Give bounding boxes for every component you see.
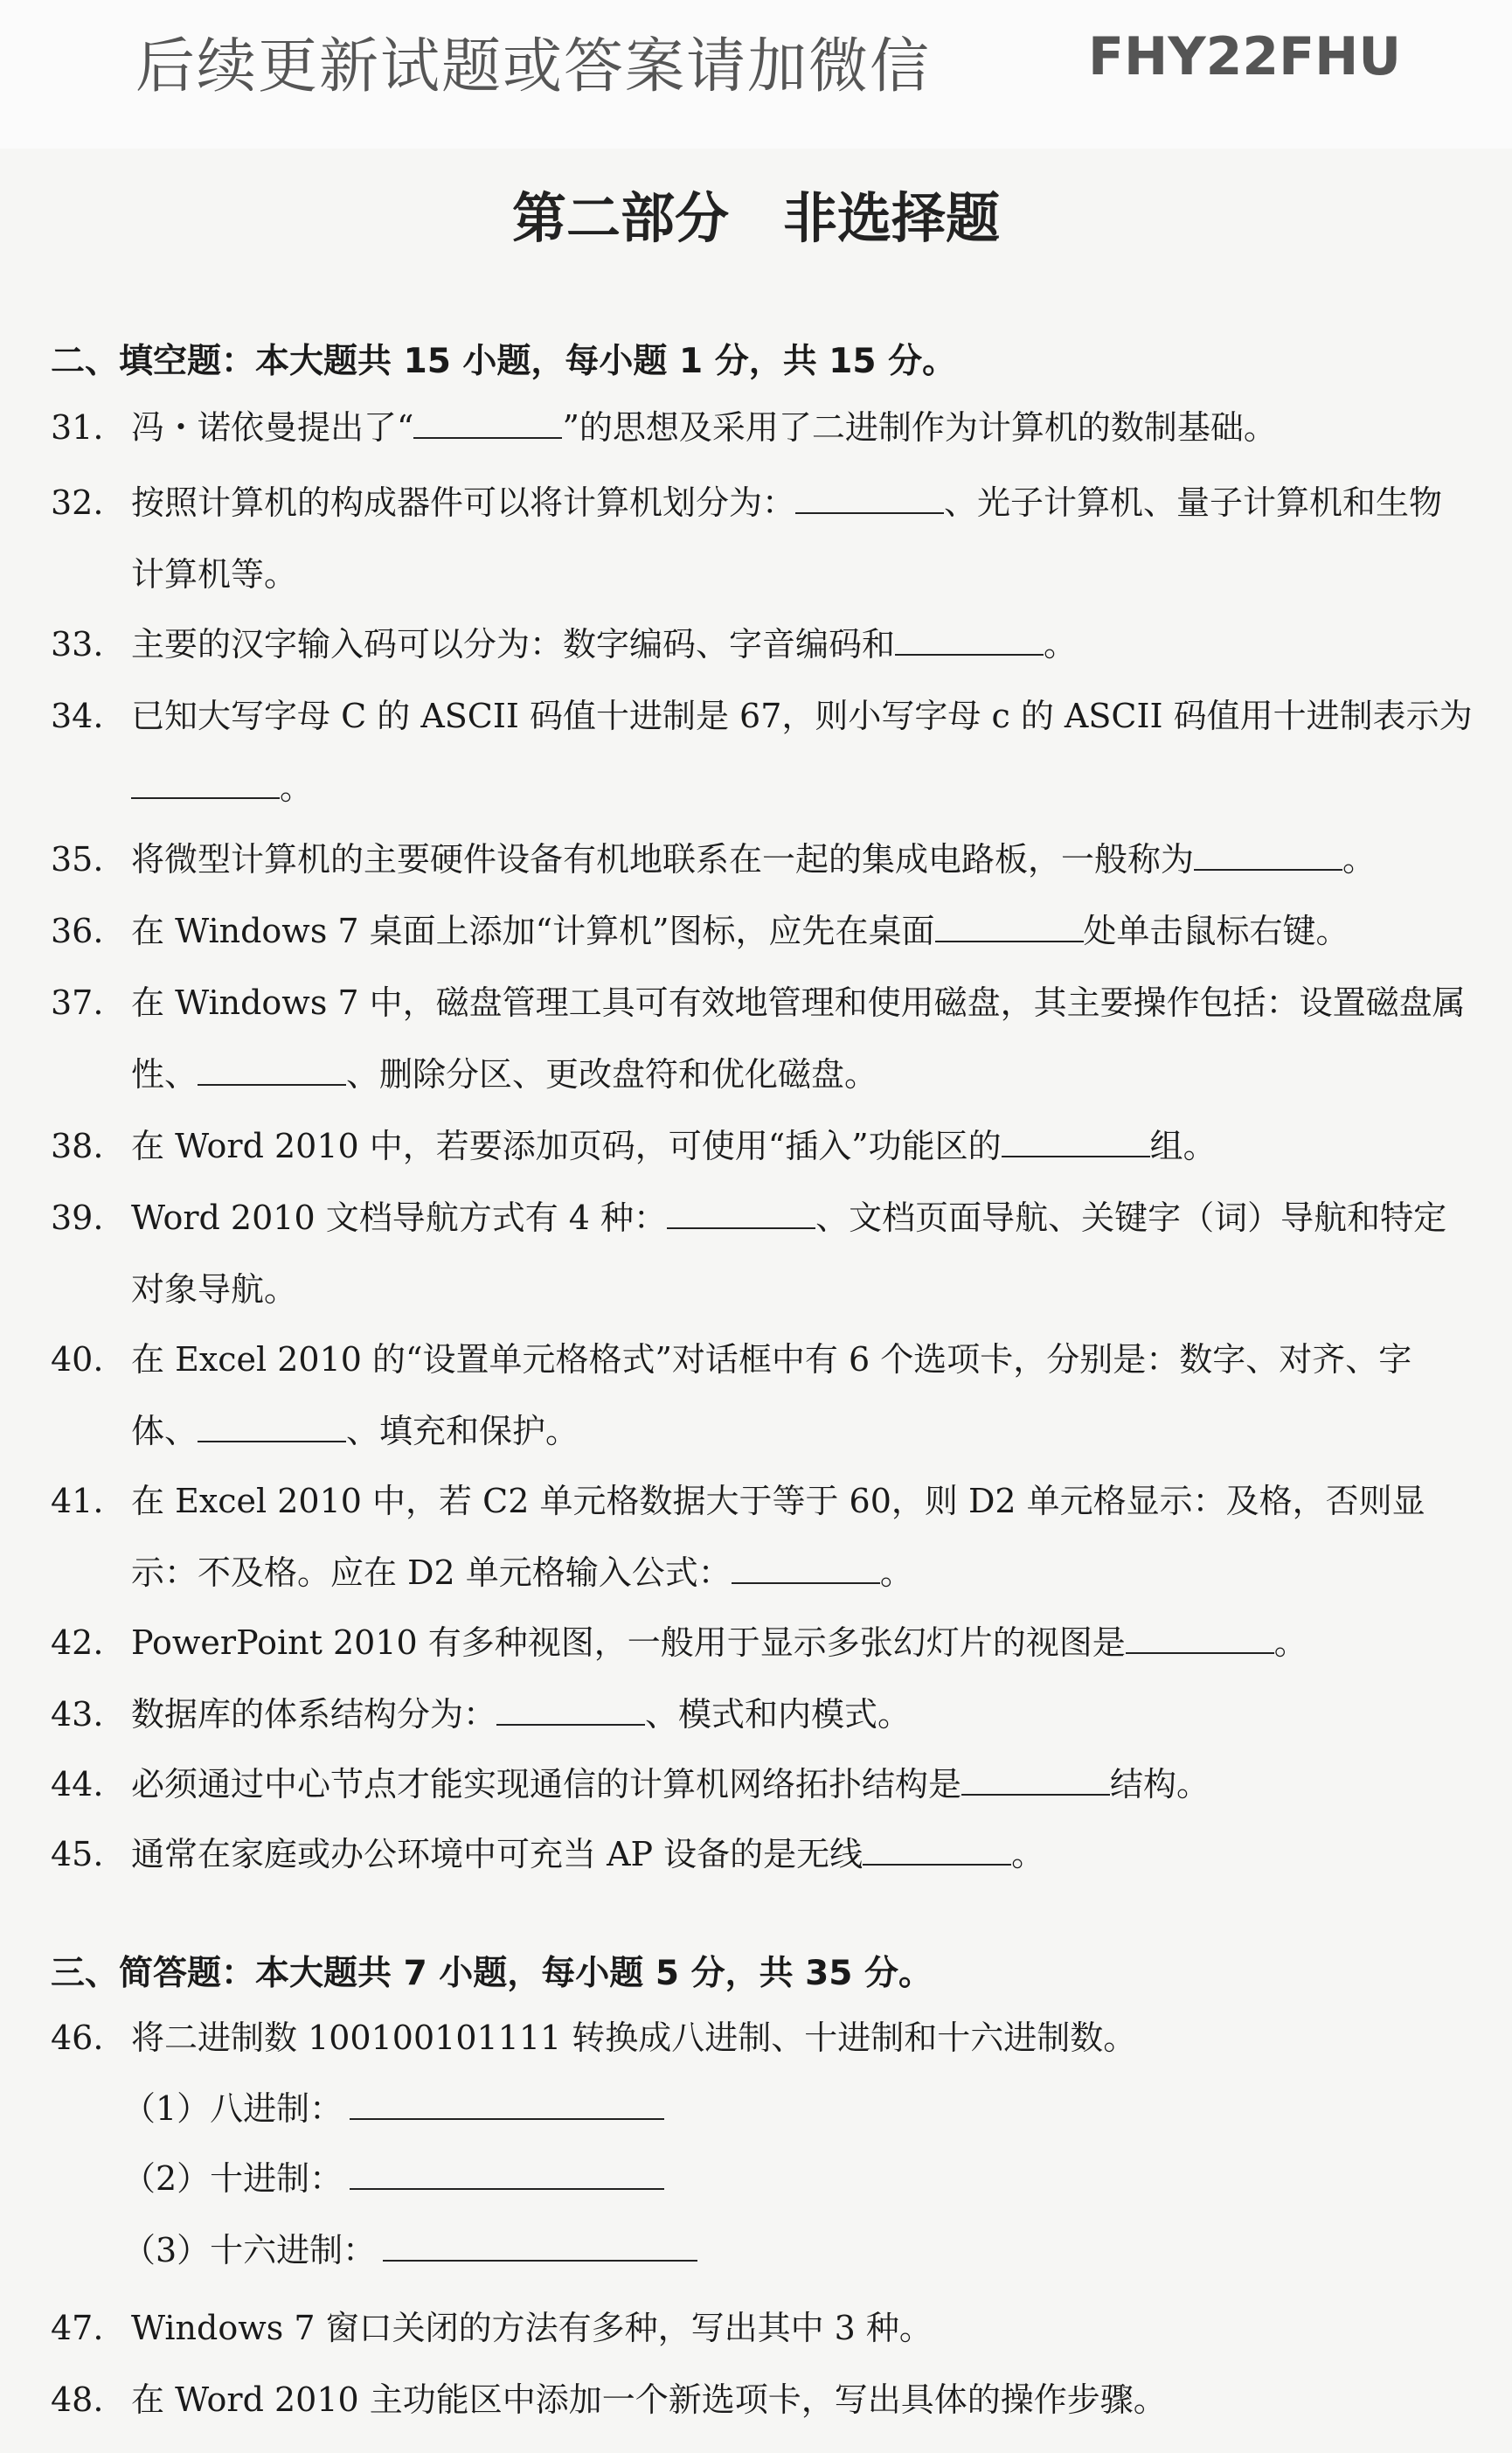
question-number: 48. [51, 2380, 104, 2419]
question-34 [51, 680, 1475, 823]
answer-blank[interactable] [935, 914, 1084, 942]
question-text: 将二进制数 100100101111 转换成八进制、十进制和十六进制数。 [131, 2019, 1137, 2057]
question-text: 。 [1273, 1623, 1307, 1662]
question-number: 40. [51, 1340, 104, 1379]
question-46 [51, 2002, 1475, 2074]
question-38 [51, 1110, 1475, 1182]
question-43 [51, 1678, 1475, 1750]
question-number: 37. [51, 983, 104, 1022]
question-48 [51, 2364, 1475, 2436]
answer-line[interactable] [350, 2162, 664, 2190]
question-39 [51, 1182, 1475, 1325]
answer-blank[interactable] [667, 1201, 815, 1229]
answer-blank[interactable] [1126, 1626, 1274, 1654]
question-number: 33. [51, 625, 104, 664]
answer-blank[interactable] [496, 1698, 645, 1726]
question-number: 38. [51, 1127, 104, 1165]
question-text: 。 [879, 1553, 913, 1592]
question-number: 46. [51, 2019, 104, 2057]
question-number: 39. [51, 1199, 104, 1237]
sub-question-decimal [122, 2144, 664, 2213]
question-text: 。 [280, 768, 314, 807]
question-text: 在 Windows 7 中，磁盘管理工具可有效地管理和使用磁盘，其主要操作包括：设置磁盘属性、 [131, 983, 1466, 1094]
question-number: 41. [51, 1482, 104, 1520]
question-text: Windows 7 窗口关闭的方法有多种，写出其中 3 种。 [131, 2309, 933, 2347]
wechat-id: FHY22FHU [1088, 26, 1402, 87]
question-text: 在 Excel 2010 中，若 C2 单元格数据大于等于 60，则 D2 单元格显示：及格，否则显示：不及格。应在 D2 单元格输入公式： [131, 1482, 1425, 1592]
answer-blank[interactable] [131, 771, 280, 799]
question-number: 36. [51, 912, 104, 950]
sub-question-octal [122, 2074, 664, 2144]
question-31 [51, 392, 1475, 463]
question-text: 已知大写字母 C 的 ASCII 码值十进制是 67，则小写字母 c 的 ASCII 码值用十进制表示为 [131, 697, 1473, 735]
question-32 [51, 467, 1475, 610]
question-text: 、删除分区、更改盘符和优化磁盘。 [346, 1055, 878, 1094]
question-text: ”的思想及采用了二进制作为计算机的数制基础。 [562, 408, 1277, 447]
question-text: 、文档页面导航、关键字（词）导航和特定对象导航。 [131, 1199, 1447, 1309]
answer-blank[interactable] [732, 1556, 880, 1584]
question-text: 必须通过中心节点才能实现通信的计算机网络拓扑结构是 [131, 1765, 962, 1803]
question-text: 数据库的体系结构分为： [131, 1695, 497, 1734]
answer-blank[interactable] [1002, 1129, 1150, 1157]
question-text: 。 [1342, 840, 1377, 879]
question-number: 32. [51, 483, 104, 522]
sub-question-hex [122, 2215, 697, 2285]
question-36 [51, 895, 1475, 967]
question-45 [51, 1818, 1475, 1890]
question-37 [51, 967, 1475, 1110]
answer-blank[interactable] [198, 1414, 346, 1442]
question-44 [51, 1748, 1475, 1820]
sub-question-label: （3）十六进制： [122, 2231, 377, 2269]
question-text: 在 Word 2010 中，若要添加页码，可使用“插入”功能区的 [131, 1127, 1002, 1165]
question-number: 31. [51, 408, 104, 447]
question-text: 。 [1044, 625, 1078, 664]
question-35 [51, 823, 1475, 895]
wechat-notice: 后续更新试题或答案请加微信 [135, 32, 932, 101]
question-text: PowerPoint 2010 有多种视图，一般用于显示多张幻灯片的视图是 [131, 1623, 1126, 1662]
question-text: 结构。 [1110, 1765, 1210, 1803]
question-text: 在 Excel 2010 的“设置单元格格式”对话框中有 6 个选项卡，分别是：数字、对齐、字体、 [131, 1340, 1412, 1450]
page-title: 第二部分 非选择题 [511, 186, 1000, 250]
question-42 [51, 1607, 1475, 1678]
question-number: 45. [51, 1835, 104, 1873]
question-47 [51, 2292, 1475, 2364]
question-41 [51, 1465, 1475, 1609]
question-text: 、光子计算机、量子计算机和生物计算机等。 [131, 483, 1443, 594]
answer-blank[interactable] [895, 628, 1044, 656]
question-text: 将微型计算机的主要硬件设备有机地联系在一起的集成电路板，一般称为 [131, 840, 1195, 879]
answer-blank[interactable] [961, 1768, 1110, 1796]
answer-line[interactable] [383, 2234, 697, 2262]
question-text: 通常在家庭或办公环境中可充当 AP 设备的是无线 [131, 1835, 864, 1873]
question-number: 47. [51, 2309, 104, 2347]
question-text: 在 Windows 7 桌面上添加“计算机”图标，应先在桌面 [131, 912, 935, 950]
question-text: 按照计算机的构成器件可以将计算机划分为： [131, 483, 796, 522]
answer-blank[interactable] [795, 486, 944, 514]
question-33 [51, 608, 1475, 680]
sub-question-label: （1）八进制： [122, 2089, 343, 2128]
question-text: 主要的汉字输入码可以分为：数字编码、字音编码和 [131, 625, 896, 664]
question-number: 43. [51, 1695, 104, 1734]
question-text: 、模式和内模式。 [645, 1695, 912, 1734]
answer-blank[interactable] [198, 1058, 346, 1086]
question-number: 34. [51, 697, 104, 735]
question-number: 35. [51, 840, 104, 879]
question-text: 、填充和保护。 [346, 1412, 579, 1450]
question-text: Word 2010 文档导航方式有 4 种： [131, 1199, 668, 1237]
section-heading-short-answer: 三、简答题：本大题共 7 小题，每小题 5 分，共 35 分。 [51, 1954, 933, 1993]
answer-blank[interactable] [863, 1838, 1011, 1866]
sub-question-label: （2）十进制： [122, 2159, 343, 2198]
answer-blank[interactable] [1194, 843, 1342, 871]
question-text: 处单击鼠标右键。 [1083, 912, 1349, 950]
question-text: 。 [1011, 1835, 1045, 1873]
answer-blank[interactable] [413, 411, 562, 439]
section-heading-fill-in: 二、填空题：本大题共 15 小题，每小题 1 分，共 15 分。 [51, 342, 957, 381]
question-text: 组。 [1149, 1127, 1217, 1165]
header-banner [0, 0, 1512, 149]
question-text: 冯・诺依曼提出了“ [131, 408, 414, 447]
question-40 [51, 1324, 1475, 1467]
question-text: 在 Word 2010 主功能区中添加一个新选项卡，写出具体的操作步骤。 [131, 2380, 1167, 2419]
answer-line[interactable] [350, 2092, 664, 2120]
question-number: 42. [51, 1623, 104, 1662]
question-number: 44. [51, 1765, 104, 1803]
